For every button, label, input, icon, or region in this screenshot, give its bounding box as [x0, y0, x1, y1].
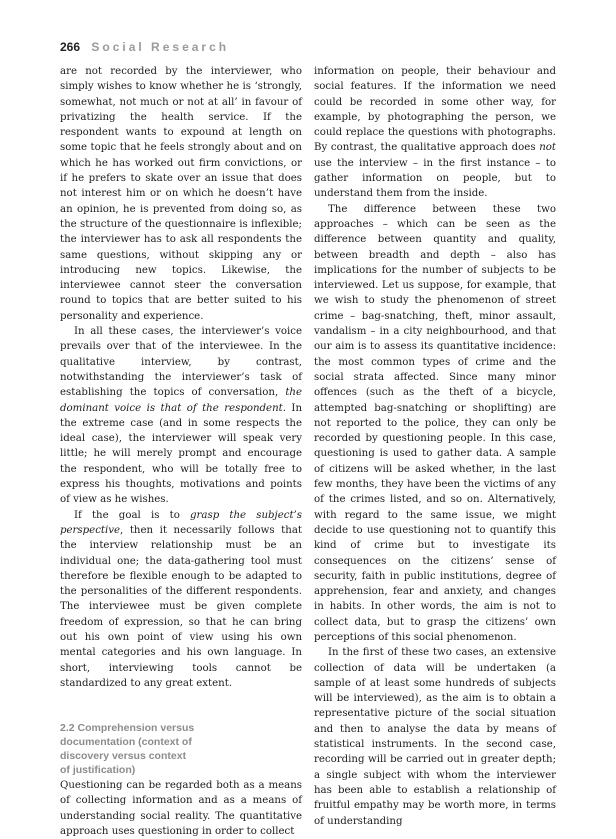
text-run: In all these cases, the interviewer’s voice prevails over that of the interviewee. In the qualitative interview, by contrast, notwithstanding the interviewer’s task of establishing the topics of conversation,	[60, 326, 302, 399]
emphasis-text: grasp the subject’s perspective	[60, 509, 303, 536]
page-number: 266	[60, 40, 81, 54]
paragraph: are not recorded by the interviewer, who simply wishes to know whether he is ‘strongly, somewhat, not much or not at all’ in favour of privatizing the health service. If the respondent wants to expound at length on some topic that he feels strongly about and on which he has worked out firm convictions, or if he prefers to skate over an issue that does not interest him or on which he doesn’t have an opinion, he is prevented from doing so, as the structure of the questionnaire is inflexible; the interviewer has to ask all respondents the same questions, without skipping any or introducing new topics. Likewise, the interviewee cannot steer the conversation round to topics that are better suited to his personality and experience.	[60, 66, 302, 322]
section-heading-line: discovery versus context	[60, 750, 187, 763]
section-heading-line: documentation (context of	[60, 736, 192, 749]
right-column	[314, 64, 556, 829]
section-heading-line: of justification)	[60, 764, 136, 777]
text-run: If the goal is to	[74, 509, 191, 521]
text-run: . In the extreme case (and in some respects the ideal case), the interviewer will speak very little; he will merely prompt and encourage the respondent, who will be totally free to express his thoughts, motivations and points of view as he wishes.	[60, 402, 302, 506]
running-head	[60, 40, 229, 54]
paragraph: The difference between these two approaches – which can be seen as the difference between quantity and quality, between breadth and depth – also has implications for the number of subjects to be interviewed. Let us suppose, for example, that we wish to study the phenomenon of street crime – bag-snatching, theft, minor assault, vandalism – in a city neighbourhood, and that our aim is to assess its quantitative incidence: the most common types of crime and the social strata affected. Since many minor offences (such as the theft of a bicycle, attempted bag-snatching or shoplifting) are not reported to the police, they can only be recorded by questioning people. In this case, questioning is used to gather data. A sample of citizens will be asked whether, in the last few months, they have been the victims of any of the crimes listed, and so on. Alternatively, with regard to the same issue, we might decide to use questioning not to quantify this kind of crime but to investigate its consequences on the citizens’ sense of security, faith in public institutions, degree of apprehension, fear and anxiety, and changes in habits. In other words, the aim is not to collect data, but to grasp the citizens’ own perceptions of this social phenomenon.	[314, 203, 556, 643]
section-heading-line: 2.2 Comprehension versus	[60, 722, 195, 735]
emphasis-text: the dominant voice is that of the respondent	[60, 387, 302, 414]
running-title: Social Research	[91, 40, 230, 54]
paragraph	[60, 324, 302, 508]
paragraph	[60, 508, 302, 692]
text-run: , then it necessarily follows that the interview relationship must be an individual one; the data-gathering tool must therefore be flexible enough to be adapted to the personalities of the different respondents. The interviewee must be given complete freedom of expression, so that he can bring out his own point of view using his own mental categories and his own language. In short, interviewing tools cannot be standardized to any great extent.	[60, 524, 302, 689]
paragraph: In the first of these two cases, an extensive collection of data will be undertaken (a sample of at least some hundreds of subjects will be interviewed), as the aim is to obtain a representative picture of the social situation and then to analyse the data by means of statistical instruments. In the second case, recording will be carried out in greater depth; a single subject with whom the interviewer has been able to establish a relationship of fruitful empathy may be worth more, in terms of understanding	[314, 647, 556, 827]
section-heading	[60, 721, 302, 777]
emphasis-text: not	[539, 142, 556, 154]
text-run: information on people, their behaviour and social features. If the information we need could be recorded in some other way, for example, by photographing the person, we could replace the questions with photographs. By contrast, the qualitative approach does	[314, 66, 556, 154]
paragraph: Questioning can be regarded both as a means of collecting information and as a means of understanding social reality. The quantitative approach uses questioning in order to collect	[60, 780, 302, 838]
text-run: use the interview – in the first instance – to gather information on people, but to understand them from the inside.	[314, 157, 556, 200]
paragraph	[314, 64, 556, 202]
left-column	[60, 64, 302, 839]
